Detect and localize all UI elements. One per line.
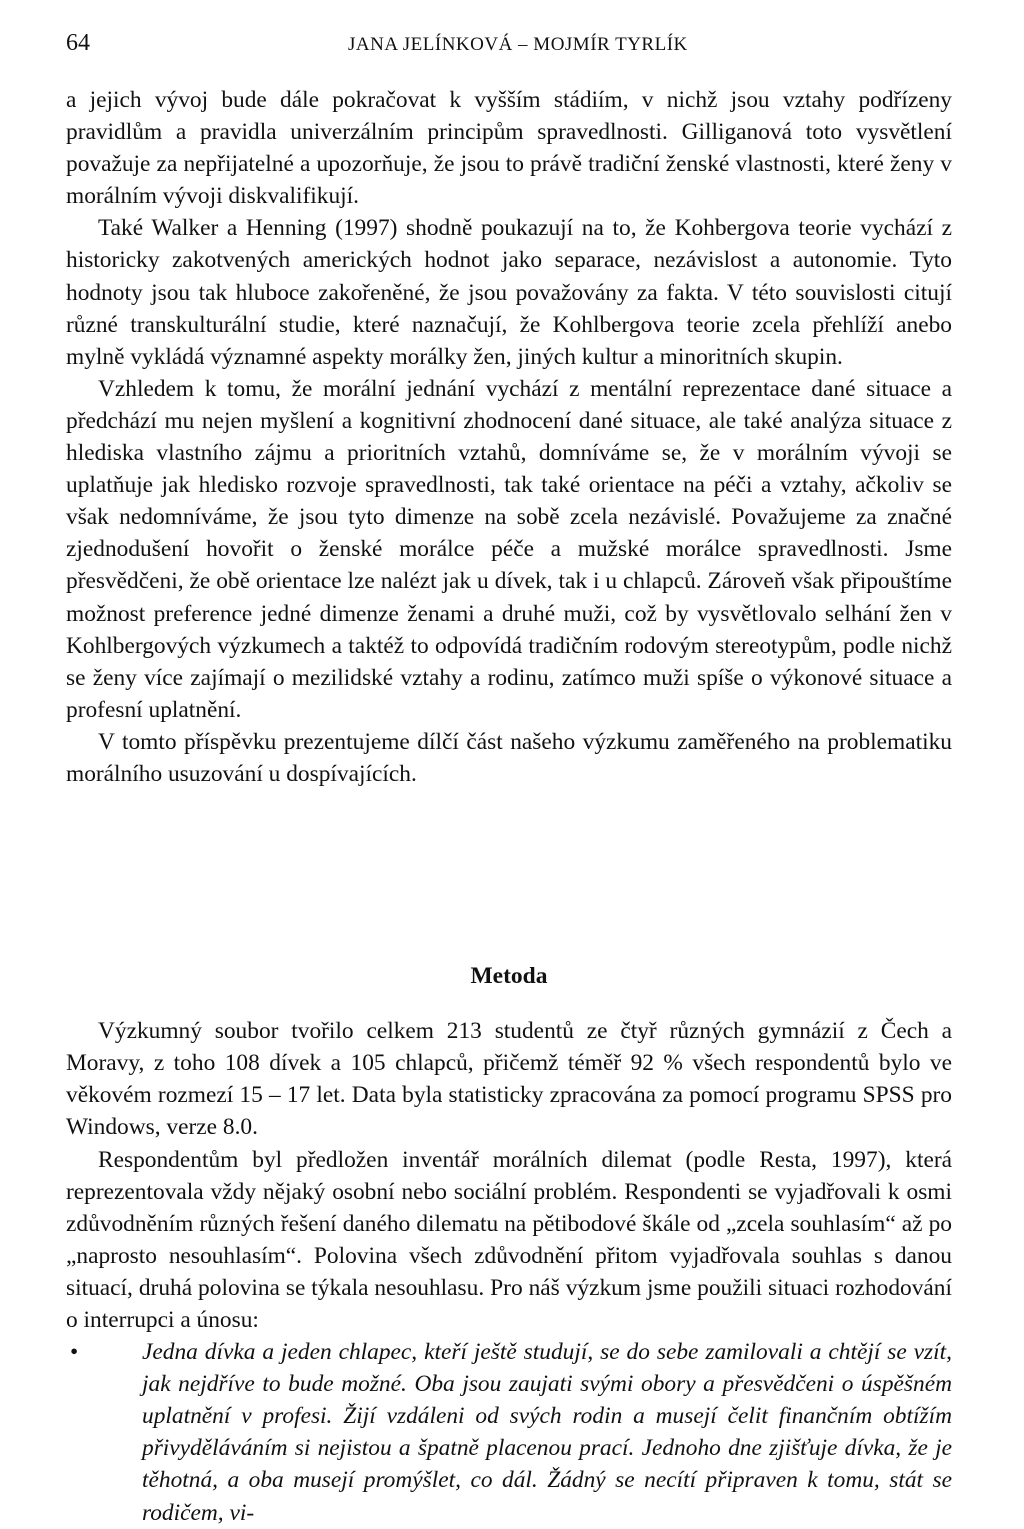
bullet-list (66, 1336, 952, 1529)
list-item (66, 1336, 952, 1529)
paragraph: Výzkumný soubor tvořilo celkem 213 studentů ze čtyř různých gymnázií z Čech a Moravy, z toho 108 dívek a 105 chlapců, přičemž téměř 92 % všech respondentů bylo ve věkovém rozmezí 15 – 17 let. Data byla statisticky zpracována za pomocí programu SPSS pro Windows, verze 8.0. (66, 1018, 952, 1141)
paragraph: Respondentům byl předložen inventář morálních dilemat (podle Resta, 1997), která reprezentovala vždy nějaký osobní nebo sociální problém. Respondenti se vyjadřovali k osmi zdůvodněním různých řešení daného dilematu na pětibodové škále od „zcela souhlasím“ až po „naprosto nesouhlasím“. Polovina všech zdůvodnění přitom vyjadřovala souhlas s danou situací, druhá polovina se týkala nesouhlasu. Pro náš výzkum jsme použili situaci rozhodování o interrupci a únosu: (66, 1146, 952, 1333)
running-head (66, 30, 952, 64)
bullet-text: Jedna dívka a jeden chlapec, kteří ještě studují, se do sebe zamilovali a chtějí se vzít, jak nejdříve to bude možné. Oba jsou zaujati svými obory a přesvědčeni o úspěšném uplatnění v profesi. Žijí vzdáleni od svých rodin a musejí čelit finančním obtížím přivyděláváním si nejistou a špatně placenou prací. Jednoho dne zjišťuje dívka, že je těhotná, a oba musejí promýšlet, co dál. Žádný se necítí připraven k tomu, stát se rodičem, vi- (142, 1339, 952, 1526)
bullet-icon: • (70, 1339, 79, 1366)
paragraph: a jejich vývoj bude dále pokračovat k vyšším stádiím, v nichž jsou vztahy podřízeny pravidlům a pravidla univerzálním principům spravedlnosti. Gilliganová toto vysvětlení považuje za nepřijatelné a upozorňuje, že jsou to právě tradiční ženské vlastnosti, které ženy v morálním vývoji diskvalifikují. (66, 87, 952, 210)
page-number: 64 (66, 30, 90, 56)
paragraph: V tomto příspěvku prezentujeme dílčí část našeho výzkumu zaměřeného na problematiku morálního usuzování u dospívajících. (66, 728, 952, 787)
running-head-authors: JANA JELÍNKOVÁ – MOJMÍR TYRLÍK (348, 34, 688, 55)
paragraph: Také Walker a Henning (1997) shodně poukazují na to, že Kohbergova teorie vychází z historicky zakotvených amerických hodnot jako separace, nezávislost a autonomie. Tyto hodnoty jsou tak hluboce zakořeněné, že jsou považovány za fakta. V této souvislosti citují různé transkulturální studie, které naznačují, že Kohlbergova teorie zcela přehlíží anebo mylně vykládá významné aspekty morálky žen, jiných kultur a minoritních skupin. (66, 215, 952, 370)
paragraph: Vzhledem k tomu, že morální jednání vychází z mentální reprezentace dané situace a předchází mu nejen myšlení a kognitivní zhodnocení dané situace, ale také analýza situace z hlediska vlastního zájmu a prioritních vztahů, domníváme se, že v morálním vývoji se uplatňuje jak hledisko rozvoje spravedlnosti, tak také orientace na péči a vztahy, ačkoliv se však nedomníváme, že jsou tyto dimenze na sobě zcela nezávislé. Považujeme za značné zjednodušení hovořit o ženské morálce péče a mužské morálce spravedlnosti. Jsme přesvědčeni, že obě orientace lze nalézt jak u dívek, tak i u chlapců. Zároveň však připouštíme možnost preference jedné dimenze ženami a druhé muži, což by vysvětlovalo selhání žen v Kohlbergových výzkumech a taktéž to odpovídá tradičním rodovým stereotypům, podle nichž se ženy více zajímají o mezilidské vztahy a rodinu, zatímco muži spíše o výkonové situace a profesní uplatnění. (66, 375, 952, 723)
page (66, 30, 952, 1529)
section-heading: Metoda (470, 963, 548, 990)
body-text (66, 84, 952, 1529)
